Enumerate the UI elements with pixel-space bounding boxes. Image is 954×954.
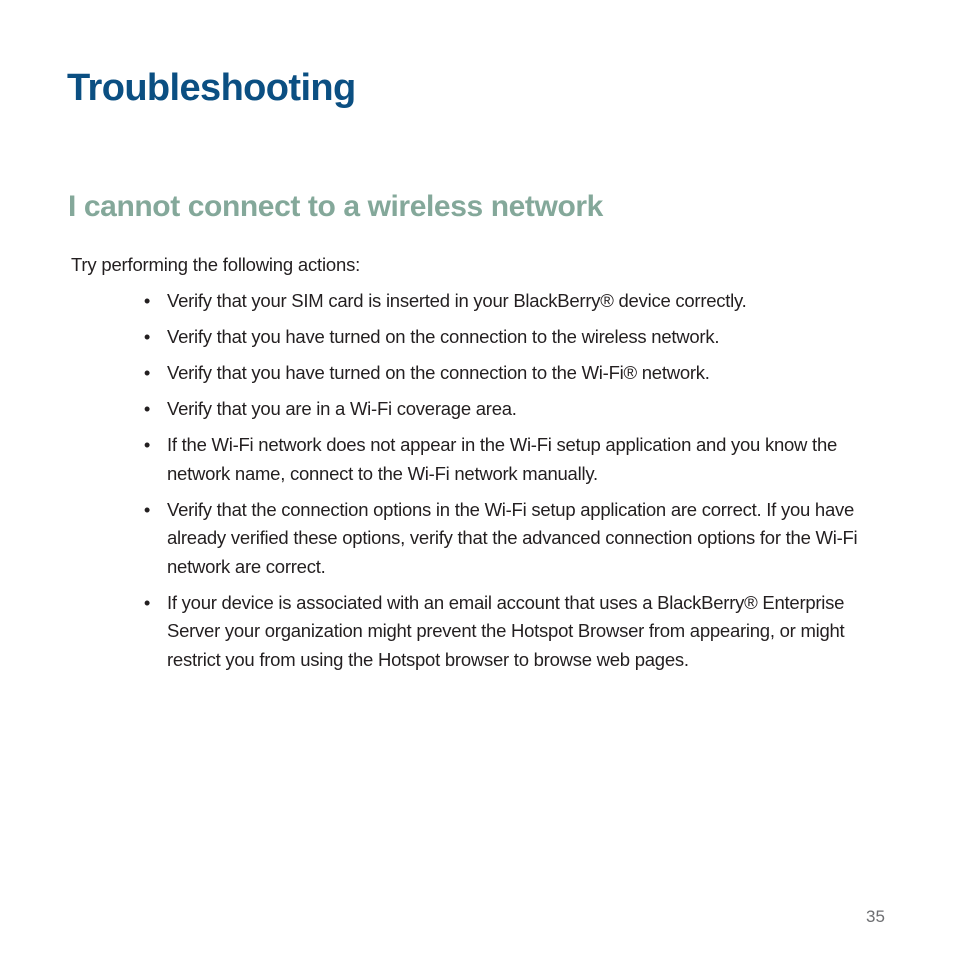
- bullet-item-connection-options: [140, 496, 900, 582]
- bullet-item-wifi-connection: [140, 359, 900, 388]
- page-title: Troubleshooting: [67, 67, 356, 109]
- bullet-text: If your device is associated with an email account that uses a BlackBerry® Enterprise Server your organization might prevent the Hotspot Browser from appearing, or might restrict you from using the Hotspot browser to browse web pages.: [167, 591, 845, 670]
- bullet-text: If the Wi-Fi network does not appear in the Wi-Fi setup application and you know the network name, connect to the Wi-Fi network manually.: [167, 434, 838, 484]
- section-title: I cannot connect to a wireless network: [68, 190, 603, 223]
- page-number: 35: [866, 907, 885, 926]
- bullet-text: Verify that the connection options in the Wi-Fi setup application are correct. If you have already verified these options, verify that the advanced connection options for the Wi-Fi network are correct.: [167, 498, 858, 577]
- bullet-icon: •: [143, 290, 151, 311]
- bullet-icon: •: [143, 434, 151, 455]
- bullet-item-manual-connect: [140, 431, 900, 488]
- bullet-item-wireless-connection: [140, 323, 900, 352]
- bullet-icon: •: [143, 326, 151, 347]
- bullet-icon: •: [143, 498, 151, 520]
- bullet-item-enterprise-server: [140, 589, 900, 675]
- bullet-text: Verify that you are in a Wi-Fi coverage area.: [167, 398, 517, 419]
- bullet-list: [140, 287, 900, 682]
- bullet-text: Verify that your SIM card is inserted in your BlackBerry® device correctly.: [167, 290, 747, 311]
- bullet-text: Verify that you have turned on the connection to the Wi-Fi® network.: [167, 362, 710, 383]
- bullet-icon: •: [143, 362, 151, 383]
- bullet-item-coverage-area: [140, 395, 900, 424]
- bullet-text: Verify that you have turned on the connection to the wireless network.: [167, 326, 720, 347]
- bullet-icon: •: [143, 591, 151, 613]
- bullet-icon: •: [143, 398, 151, 419]
- intro-text: Try performing the following actions:: [71, 254, 361, 275]
- bullet-item-sim-card: [140, 287, 900, 316]
